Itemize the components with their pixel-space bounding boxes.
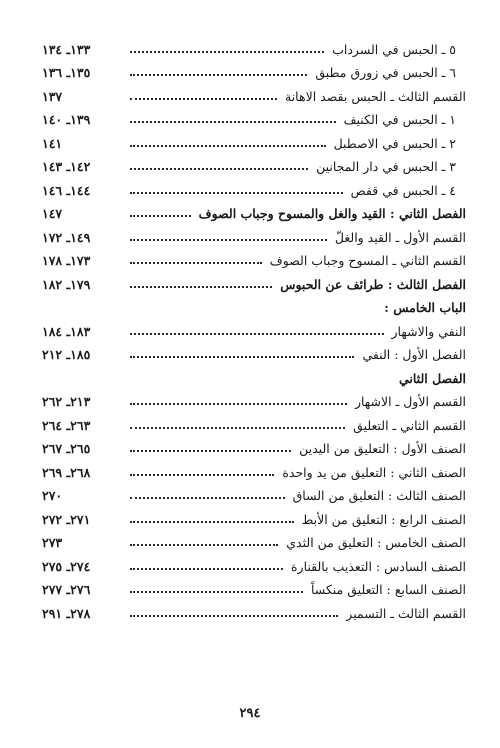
toc-entry-title: الصنف الثالث : التعليق من الساق bbox=[292, 488, 466, 503]
toc-entry bbox=[42, 109, 466, 133]
toc-entry-title: الصنف السابع : التعليق منكساً bbox=[310, 582, 466, 597]
toc-entry bbox=[42, 414, 466, 438]
toc-entry-title: القسم الثالث ـ التسمير bbox=[346, 605, 466, 621]
toc-entry-title: ٣ ـ الحبس في دار المجانين bbox=[316, 159, 456, 174]
toc-entry-pages: ١٤٤ـ ١٤٦ bbox=[42, 182, 91, 198]
toc-entry bbox=[42, 132, 466, 156]
toc-entry-pages: ١٤٧ bbox=[42, 206, 63, 221]
dot-leader bbox=[130, 98, 277, 100]
toc-entry-title: ١ ـ الحبس في الكنيف bbox=[343, 112, 456, 127]
toc-entry-pages: ١٧٣ـ ١٧٨ bbox=[42, 253, 91, 268]
toc-entry-pages: ٢٦٨ـ ٢٦٩ bbox=[42, 464, 91, 480]
toc-entry-pages: ١٣٥ـ ١٣٦ bbox=[42, 65, 91, 80]
toc-entry bbox=[42, 203, 466, 227]
toc-entry bbox=[42, 555, 466, 579]
toc-entry-pages: ١٣٣ـ ١٣٤ bbox=[42, 41, 91, 57]
dot-leader bbox=[130, 521, 294, 523]
toc-entry-title: القسم الأول ـ القيد والغلّ bbox=[334, 229, 466, 245]
dot-leader bbox=[130, 427, 345, 429]
toc-entry bbox=[42, 273, 466, 297]
toc-entry bbox=[42, 485, 466, 509]
toc-entry bbox=[42, 320, 466, 344]
toc-entry-title: القسم الثاني ـ المسوح وجباب الصوف bbox=[269, 253, 466, 268]
toc-entry-title: ٦ ـ الحبس في زورق مطبق bbox=[315, 65, 456, 80]
dot-leader bbox=[130, 568, 283, 570]
toc-entry bbox=[42, 602, 466, 626]
dot-leader bbox=[130, 591, 303, 593]
toc-entry bbox=[42, 250, 466, 274]
toc-entry-pages: ١٤١ bbox=[42, 135, 63, 151]
dot-leader bbox=[130, 615, 338, 617]
table-of-contents bbox=[42, 38, 466, 626]
dot-leader bbox=[130, 51, 324, 53]
dot-leader bbox=[130, 286, 272, 288]
dot-leader bbox=[130, 215, 191, 217]
dot-leader bbox=[130, 450, 291, 452]
dot-leader bbox=[130, 168, 308, 170]
toc-entry-title: النفي والاشهار bbox=[391, 323, 466, 339]
dot-leader bbox=[130, 356, 354, 358]
toc-entry bbox=[42, 579, 466, 603]
toc-entry-pages: ٢٧٤ـ ٢٧٥ bbox=[42, 558, 91, 574]
toc-entry-title: الصنف الرابع : التعليق من الأبط bbox=[301, 511, 466, 527]
toc-entry-title: ٢ ـ الحبس في الاصطبل bbox=[333, 135, 456, 151]
toc-entry-title: القسم الأول ـ الاشهار bbox=[354, 394, 466, 409]
toc-entry-pages: ٢٦٣ـ ٢٦٤ bbox=[42, 417, 91, 433]
toc-entry-title: ٤ ـ الحبس في قفص bbox=[350, 182, 456, 198]
toc-entry-title: الصنف السادس : التعذيب بالقنارة bbox=[291, 558, 466, 574]
toc-entry bbox=[42, 156, 466, 180]
toc-entry-title: الفصل الثالث : طرائف عن الحبوس bbox=[280, 276, 466, 292]
toc-entry bbox=[42, 179, 466, 203]
toc-entry-pages: ٢٦٥ـ ٢٦٧ bbox=[42, 441, 91, 456]
toc-entry-title: القسم الثاني ـ التعليق bbox=[353, 417, 466, 433]
toc-entry bbox=[42, 508, 466, 532]
toc-entry-title: الصنف الأول : التعليق من اليدين bbox=[299, 441, 466, 456]
toc-entry bbox=[42, 344, 466, 368]
toc-entry-pages: ٢٧٦ـ ٢٧٧ bbox=[42, 582, 91, 597]
dot-leader bbox=[130, 544, 278, 546]
toc-entry-title: ٥ ـ الحبس في السرداب bbox=[332, 41, 456, 57]
toc-entry-pages: ١٧٩ـ ١٨٢ bbox=[42, 276, 91, 292]
toc-entry-title: الفصل الأول : النفي bbox=[362, 347, 466, 362]
dot-leader bbox=[130, 145, 326, 147]
toc-entry bbox=[42, 297, 466, 321]
dot-leader bbox=[130, 121, 336, 123]
toc-entry bbox=[42, 38, 466, 62]
dot-leader bbox=[130, 333, 384, 335]
dot-leader bbox=[130, 474, 274, 476]
toc-entry-title: الصنف الخامس : التعليق من الثدي bbox=[286, 535, 466, 550]
toc-entry bbox=[42, 391, 466, 415]
toc-entry-title: الصنف الثاني : التعليق من يد واحدة bbox=[282, 464, 466, 480]
toc-entry-title: القسم الثالث ـ الحبس بقصد الاهانة bbox=[285, 88, 466, 104]
dot-leader bbox=[130, 239, 327, 241]
toc-entry-pages: ١٣٩ـ ١٤٠ bbox=[42, 112, 91, 127]
toc-entry bbox=[42, 461, 466, 485]
toc-entry bbox=[42, 532, 466, 556]
toc-entry bbox=[42, 85, 466, 109]
page-number: ٢٩٤ bbox=[239, 706, 261, 721]
dot-leader bbox=[130, 403, 347, 405]
toc-entry-pages: ١٨٥ـ ٢١٢ bbox=[42, 347, 91, 362]
toc-entry-pages: ٢٧٨ـ ٢٩١ bbox=[42, 605, 91, 621]
dot-leader bbox=[130, 74, 307, 76]
dot-leader bbox=[130, 262, 262, 264]
toc-entry bbox=[42, 438, 466, 462]
toc-entry-pages: ١٣٧ bbox=[42, 88, 63, 104]
toc-entry bbox=[42, 367, 466, 391]
toc-entry bbox=[42, 226, 466, 250]
toc-entry-pages: ٢٧١ـ ٢٧٢ bbox=[42, 511, 91, 527]
toc-entry-pages: ١٨٣ـ ١٨٤ bbox=[42, 323, 91, 339]
dot-leader bbox=[130, 192, 343, 194]
toc-entry bbox=[42, 62, 466, 86]
toc-entry-title: الفصل الثاني bbox=[398, 370, 466, 386]
toc-entry-pages: ٢١٣ـ ٢٦٢ bbox=[42, 394, 91, 409]
toc-entry-pages: ١٤٢ـ ١٤٣ bbox=[42, 159, 91, 174]
toc-entry-pages: ٢٧٣ bbox=[42, 535, 63, 550]
dot-leader bbox=[130, 497, 285, 499]
toc-entry-pages: ٢٧٠ bbox=[42, 488, 63, 503]
toc-entry-pages: ١٤٩ـ ١٧٢ bbox=[42, 229, 91, 245]
toc-entry-title: الباب الخامس : bbox=[384, 300, 466, 315]
toc-entry-title: الفصل الثاني : القيد والغل والمسوح وجباب الصوف bbox=[198, 206, 466, 221]
